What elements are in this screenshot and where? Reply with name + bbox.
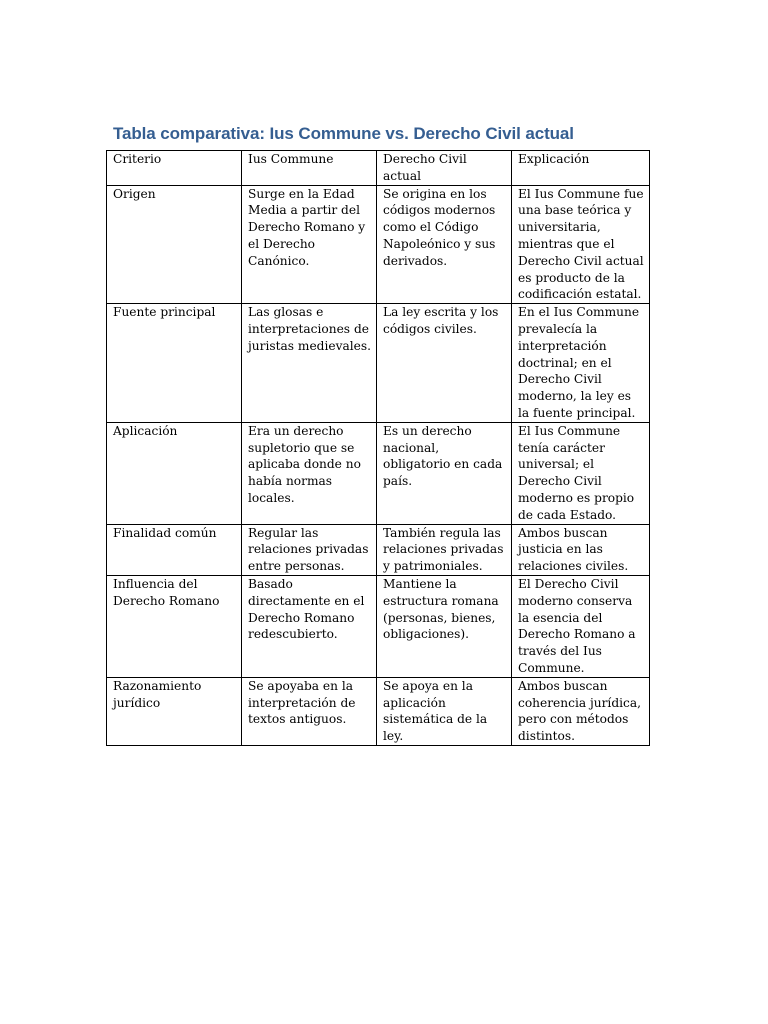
cell-text: Influencia del Derecho Romano <box>113 576 220 608</box>
header-label: Ius Commune <box>248 152 334 166</box>
table-cell-explicacion <box>512 185 650 304</box>
cell-text: El Ius Commune tenía carácter universal; el Derecho Civil moderno es propio de cada Estado. <box>518 423 635 522</box>
table-cell-derecho-civil <box>377 422 512 524</box>
table-row <box>107 304 650 423</box>
cell-text: Finalidad común <box>113 525 217 540</box>
header-label: Derecho Civil actual <box>383 152 467 183</box>
cell-text: En el Ius Commune prevalecía la interpretación doctrinal; en el Derecho Civil moderno, la ley es la fuente principal. <box>518 305 640 420</box>
table-cell-criterio <box>107 677 242 745</box>
table-cell-explicacion <box>512 422 650 524</box>
cell-text: Fuente principal <box>113 305 216 320</box>
column-header-derecho-civil <box>377 151 512 186</box>
column-header-ius-commune <box>242 151 377 186</box>
table-row <box>107 524 650 575</box>
table-cell-derecho-civil <box>377 524 512 575</box>
cell-text: También regula las relaciones privadas y patrimoniales. <box>383 525 504 574</box>
cell-text: Aplicación <box>113 423 178 438</box>
table-cell-ius-commune <box>242 185 377 304</box>
cell-text: Ambos buscan coherencia jurídica, pero con métodos distintos. <box>518 678 641 744</box>
column-header-explicacion <box>512 151 650 186</box>
table-cell-explicacion <box>512 304 650 423</box>
table-cell-criterio <box>107 422 242 524</box>
table-row <box>107 185 650 304</box>
table-cell-derecho-civil <box>377 575 512 677</box>
table-cell-ius-commune <box>242 524 377 575</box>
table-cell-ius-commune <box>242 422 377 524</box>
cell-text: Razonamiento jurídico <box>113 678 202 710</box>
table-cell-ius-commune <box>242 575 377 677</box>
table-row <box>107 677 650 745</box>
table-row <box>107 422 650 524</box>
table-row <box>107 575 650 677</box>
table-cell-ius-commune <box>242 304 377 423</box>
table-cell-explicacion <box>512 575 650 677</box>
table-cell-derecho-civil <box>377 677 512 745</box>
cell-text: Mantiene la estructura romana (personas, bienes, obligaciones). <box>383 576 499 642</box>
cell-text: Origen <box>113 186 156 201</box>
table-header <box>107 151 650 186</box>
table-cell-derecho-civil <box>377 304 512 423</box>
cell-text: Basado directamente en el Derecho Romano redescubierto. <box>248 576 365 642</box>
header-label: Explicación <box>518 152 590 166</box>
table-cell-criterio <box>107 524 242 575</box>
cell-text: Las glosas e interpretaciones de juristas medievales. <box>248 305 371 353</box>
table-cell-ius-commune <box>242 677 377 745</box>
page-title: Tabla comparativa: Ius Commune vs. Derecho Civil actual <box>113 124 574 143</box>
header-row <box>107 151 650 186</box>
cell-text: Regular las relaciones privadas entre personas. <box>248 525 369 574</box>
cell-text: Se apoya en la aplicación sistemática de la ley. <box>383 678 488 744</box>
comparison-table <box>106 150 650 746</box>
cell-text: Era un derecho supletorio que se aplicaba donde no había normas locales. <box>248 423 361 505</box>
table-cell-criterio <box>107 304 242 423</box>
header-label: Criterio <box>113 152 162 166</box>
cell-text: Se apoyaba en la interpretación de textos antiguos. <box>248 678 356 727</box>
table-cell-criterio <box>107 575 242 677</box>
table-body <box>107 185 650 745</box>
column-header-criterio <box>107 151 242 186</box>
cell-text: El Derecho Civil moderno conserva la esencia del Derecho Romano a través del Ius Commune. <box>518 576 636 675</box>
cell-text: El Ius Commune fue una base teórica y universitaria, mientras que el Derecho Civil actual es producto de la codificación estatal. <box>518 186 644 302</box>
table-cell-derecho-civil <box>377 185 512 304</box>
table-cell-criterio <box>107 185 242 304</box>
cell-text: Surge en la Edad Media a partir del Derecho Romano y el Derecho Canónico. <box>248 186 366 268</box>
table-cell-explicacion <box>512 524 650 575</box>
cell-text: Es un derecho nacional, obligatorio en cada país. <box>383 423 503 489</box>
table-cell-explicacion <box>512 677 650 745</box>
cell-text: La ley escrita y los códigos civiles. <box>383 305 499 336</box>
cell-text: Se origina en los códigos modernos como el Código Napoleónico y sus derivados. <box>383 186 496 268</box>
cell-text: Ambos buscan justicia en las relaciones civiles. <box>518 525 629 574</box>
